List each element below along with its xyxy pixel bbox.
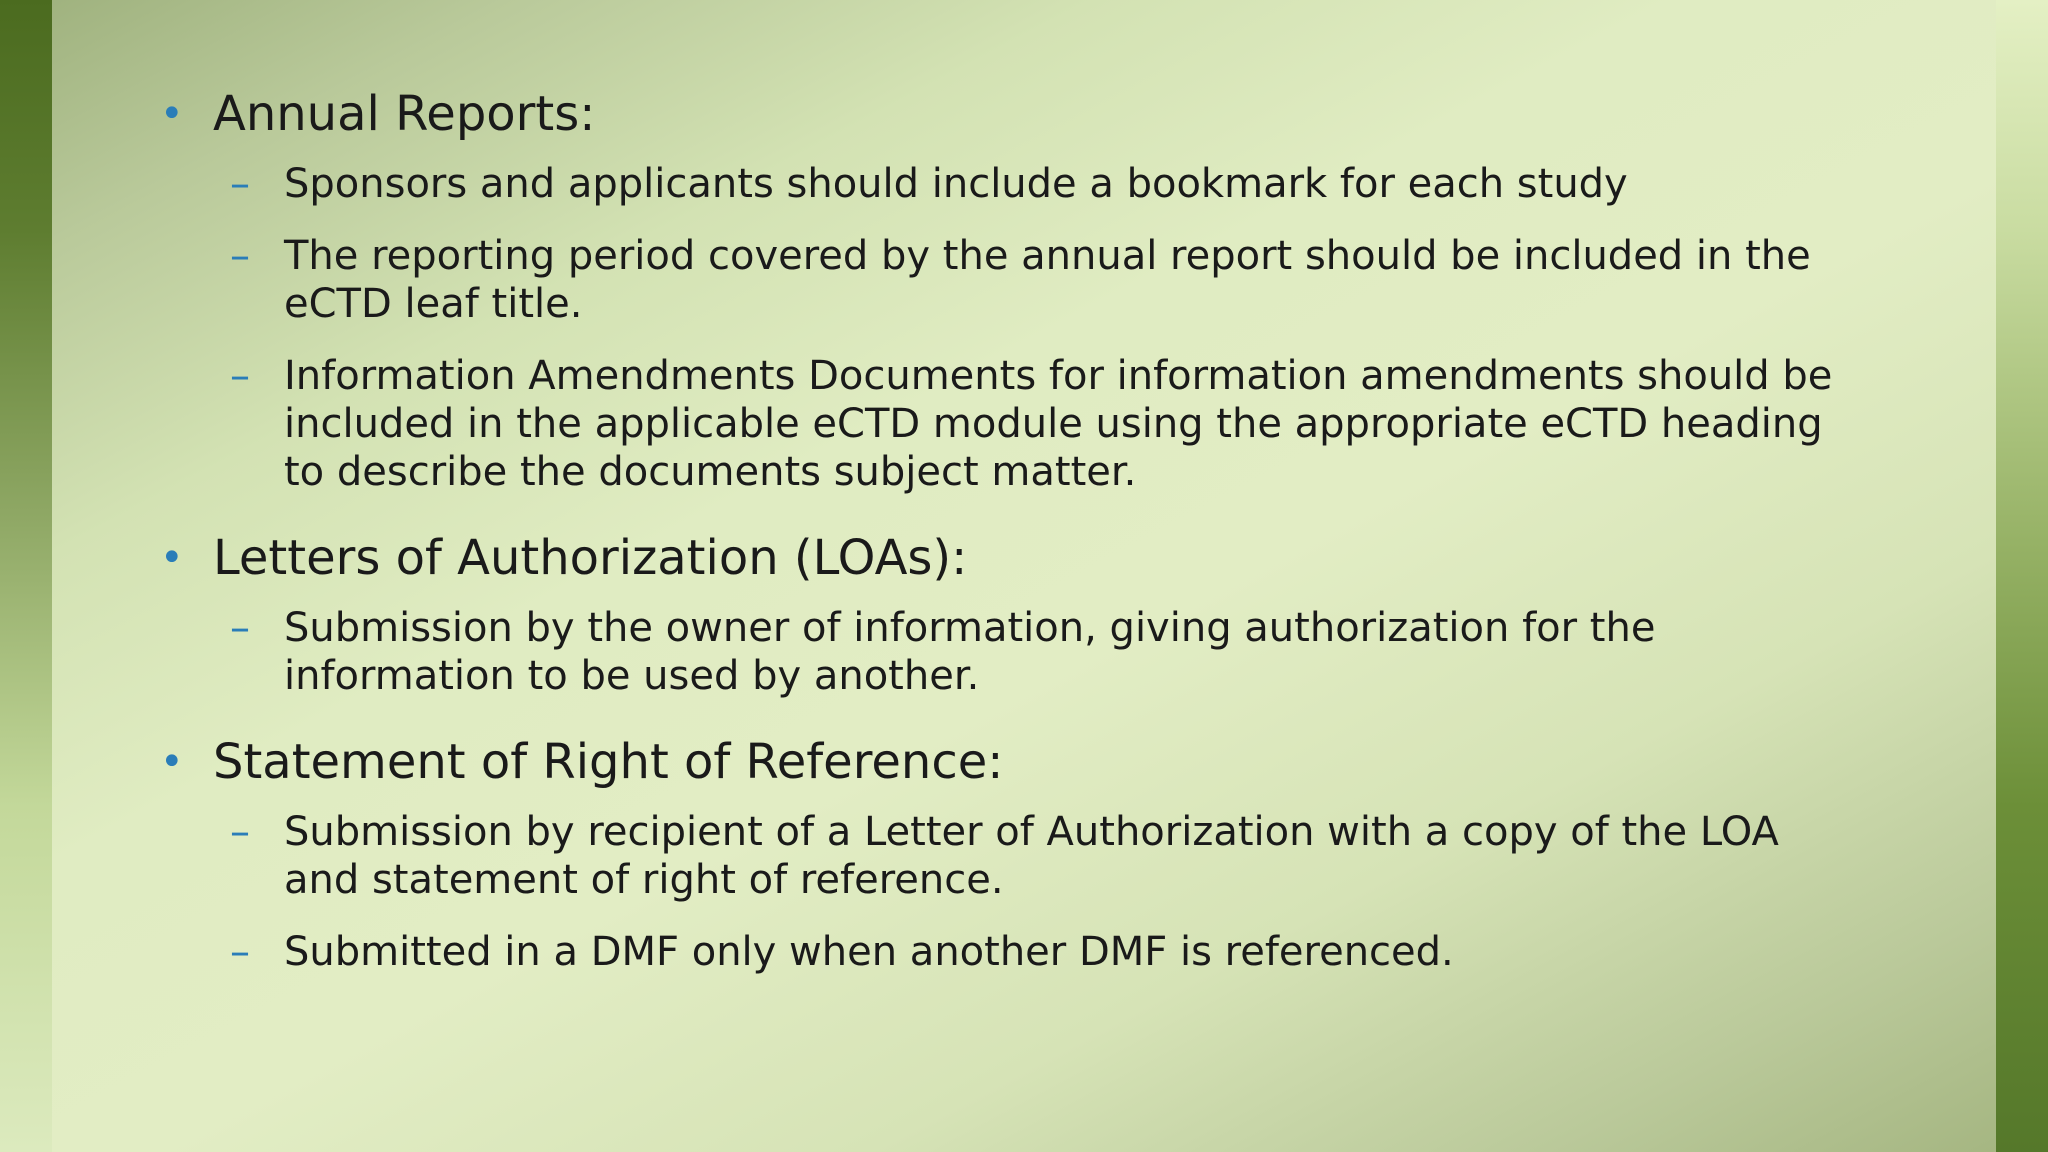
sub-bullet-text: Submitted in a DMF only when another DMF is referenced. [284,929,1454,975]
sub-bullet-text: Submission by recipient of a Letter of Authorization with a copy of the LOA and statement of right of reference. [284,809,1779,903]
bullet-item [160,730,1840,794]
bullet-item [160,526,1840,590]
sub-bullet-item [160,352,1840,496]
bullet-marker: • [160,91,184,137]
sub-bullet-item [160,232,1840,328]
section-letters-of-authorization [160,526,1840,700]
sub-bullet-text: Sponsors and applicants should include a bookmark for each study [284,161,1628,207]
section-heading: Statement of Right of Reference: [213,734,1004,790]
section-heading: Annual Reports: [213,86,596,142]
right-edge-decoration [1996,0,2048,1152]
sub-bullet-marker: – [230,809,250,855]
sub-bullet-text: The reporting period covered by the annual report should be included in the eCTD leaf title. [284,233,1811,327]
section-heading: Letters of Authorization (LOAs): [213,530,968,586]
bullet-marker: • [160,739,184,785]
section-annual-reports [160,82,1840,496]
sub-bullet-text: Information Amendments Documents for information amendments should be included in the applicable eCTD module using the appropriate eCTD heading to describe the documents subject matter. [284,353,1833,495]
section-right-of-reference [160,730,1840,976]
sub-bullet-marker: – [230,233,250,279]
sub-bullet-marker: – [230,353,250,399]
sub-bullet-item [160,808,1840,904]
sub-bullet-text: Submission by the owner of information, giving authorization for the information to be used by another. [284,605,1656,699]
left-edge-decoration [0,0,52,1152]
sub-bullet-marker: – [230,929,250,975]
sub-bullet-item [160,928,1840,976]
sub-bullet-marker: – [230,605,250,651]
sub-bullet-marker: – [230,161,250,207]
bullet-marker: • [160,535,184,581]
bullet-item [160,82,1840,146]
sub-bullet-item [160,604,1840,700]
slide-content [160,82,1840,1006]
sub-bullet-item [160,160,1840,208]
